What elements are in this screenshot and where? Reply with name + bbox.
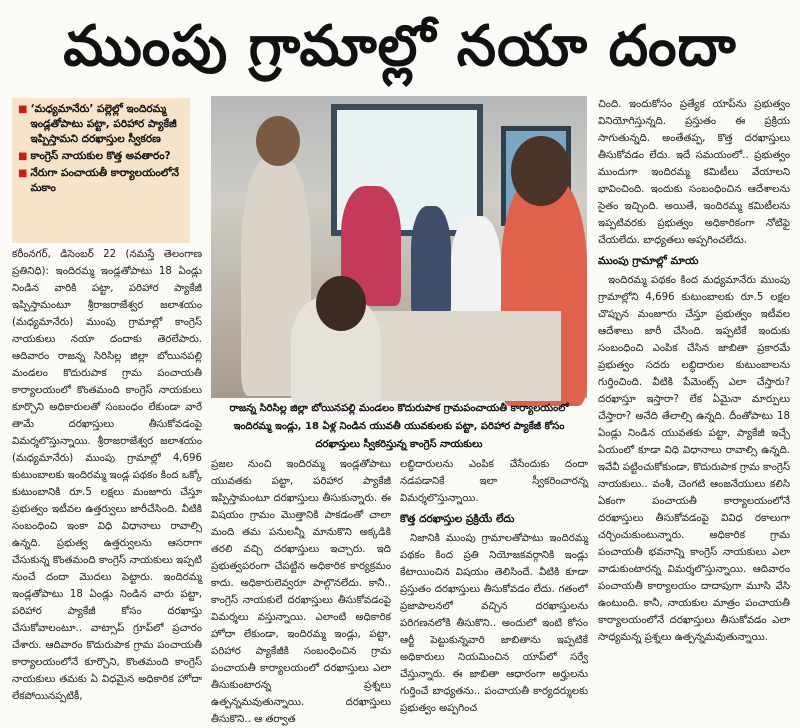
photo-head bbox=[256, 116, 300, 166]
article-column-3 bbox=[400, 456, 588, 718]
bullet-icon: ■ bbox=[18, 151, 28, 162]
highlight-text: నేరుగా పంచాయతీ కార్యాలయంలోనే మకాం bbox=[30, 167, 179, 194]
photo-head bbox=[511, 136, 571, 206]
headline: ముంపు గ్రామాల్లో నయా దందా bbox=[63, 13, 737, 79]
photo-person bbox=[411, 206, 451, 316]
article-column-2 bbox=[211, 456, 391, 725]
paragraph: కరీంనగర్‌, డిసెంబర్‌ 22 (నమస్తే తెలంగాణ ప్రతినిధి): ఇందిరమ్మ ఇండ్లతోపాటు 18 ఏండ్లు నిండిన వారికి పట్టా, పరిహార ప్యాకేజీ ఇప్పిస్తామంటూ శ్రీరాజరాజేశ్వర జలాశయం (మధ్యమానేరు) ముంపు గ్రామాల్లో కాంగ్రెస్‌ నాయకులు నయా దందాకు తెరలేపారు. ఆదివారం రాజన్న సిరిసిల్ల జిల్లా బోయినపల్లి మండలం కొదురుపాక గ్రామ పంచాయతీ కార్యాలయంలో కొంతమంది కాంగ్రెస్‌ నాయకులు కూర్చొని అధికారులతో సంబంధం లేకుండా వారే తామే దరఖాస్తులు తీసుకోవడంపై విమర్శలొస్తున్నాయి. శ్రీరాజరాజేశ్వర జలాశయం (మధ్యమానేరు) ముంపు గ్రామాల్లో 4,696 కుటుంబాలకు ఇందిరమ్మ ఇండ్ల పథకం కింద ఒక్కో కుటుంబానికి రూ.5 లక్షలు మంజూరు చేస్తూ ప్రభుత్వం ఇటీవల ఉత్తర్వులు జారీచేసింది. వీటికి సంబంధించి ఇంకా విధి విధానాలు రావాల్సి ఉన్నది. ప్రభుత్వ ఉత్తర్వులను ఆసరాగా చేసుకున్న కొంతమంది కాంగ్రెస్‌ నాయకులు ఇప్పటి నుంచే దందా మొదలు పెట్టారు. ఇందిరమ్మ ఇండ్లతోపాటు 18 ఏండ్లు నిండిన వారు పట్టా, పరిహార ప్యాకేజీ కోసం దరఖాస్తు చేసుకోవాలంటూ.. వాట్సాప్‌ గ్రూప్‌లో ప్రచారం చేశారు. ఆదివారం కొదురుపాక గ్రామ పంచాయతీ కార్యాలయంలోనే కూర్చొని, కొంతమంది కాంగ్రెస్‌ నాయకులు తమకు ఏ విధమైన అధికారిక హోదా లేకపోయినప్పటికీ, bbox=[12, 249, 202, 702]
photo-head bbox=[316, 276, 366, 331]
article-column-4 bbox=[598, 96, 790, 718]
paragraph: ప్రజల నుంచి ఇందిరమ్మ ఇండ్లతోపాటు యువతకు పట్టా, పరిహార ప్యాకేజీ ఇప్పిస్తామంటూ దరఖాస్తులు తీసుకున్నారు. ఈ విషయం గ్రామం మొత్తానికి పాకడంతో చాలా మంది తమ పనులన్నీ మానుకొని అక్కడికి తరలి వచ్చి దరఖాస్తులు ఇచ్చారు. ఇది ప్రభుత్వపరంగా చేపట్టిన అధికారిక కార్యక్రమం కాదు. అధికారులెవ్వరూ పాల్గొనలేదు. కానీ.. కాంగ్రెస్‌ నాయకులే దరఖాస్తులు తీసుకోవడంపై విమర్శలు వస్తున్నాయి. ఎలాంటి అధికారిక హోదా లేకుండా, ఇందిరమ్మ ఇండ్లు, పట్టా, పరిహార ప్యాకేజీకి సంబంధించిన గ్రామ పంచాయతీ కార్యాలయంలో దరఖాస్తులు ఎలా తీసుకుంటారన్న ప్రశ్నలు ఉత్పన్నమవుతున్నాయి. దరఖాస్తులు తీసుకొని.. ఆ తర్వాత bbox=[211, 459, 391, 725]
highlight-item bbox=[18, 166, 184, 196]
bullet-icon: ■ bbox=[18, 104, 28, 115]
photo-caption: రాజన్న సిరిసిల్ల జిల్లా బోయినపల్లి మండలం కొదురుపాక గ్రామపంచాయతీ కార్యాలయంలో ఇందిరమ్మ ఇండ్లు, 18 ఏళ్ల నిండిన యువతీ యువకులకు పట్టా, పరిహార ప్యాకేజీ కోసం దరఖాస్తులు స్వీకరిస్తున్న కాంగ్రెస్‌ నాయకులు bbox=[229, 403, 569, 450]
bullet-icon: ■ bbox=[18, 168, 28, 179]
paragraph: లబ్ధిదారులను ఎంపిక చేసేందుకు దందా నడపడానికే ఇలా స్వీకరించారన్న విమర్శలొస్తున్నాయి. bbox=[400, 459, 588, 504]
article-column-1 bbox=[12, 246, 202, 716]
highlight-item bbox=[18, 102, 184, 147]
subheading: ముంపు గ్రామాల్లో మాయ bbox=[598, 255, 699, 267]
highlight-text: కాంగ్రెస్‌ నాయకుల కొత్త అవతారం? bbox=[30, 150, 171, 162]
highlight-text: ‘మధ్యమానేరు’ పల్లెల్లో ఇందిరమ్మ ఇండ్లతోపాటు పట్టా, పరిహార ప్యాకేజీ ఇప్పిస్తామని దరఖాస్తుల స్వీకరణ bbox=[30, 103, 177, 145]
paragraph: ఇందిరమ్మ పథకం కింద మధ్యమానేరు ముంపు గ్రామాల్లోని 4,696 కుటుంబాలకు రూ.5 లక్షల చొప్పున మంజూరు చేస్తూ ప్రభుత్వం ఇటీవల ఆదేశాలు జారీ చేసింది. ఇప్పటికే ఇందుకు సంబంధించి ఎంపిక చేసిన జాబితా ప్రకారమే ప్రభుత్వం సదరు లబ్ధిదారుల కుటుంబాలను గుర్తించింది. వీటికి పేమెంట్స్‌ ఎలా చేస్తారు? దరఖాస్తూ ఇస్తారా? లేక ఏమైనా మార్పులు చేస్తారా? అనేది తేలాల్సి ఉన్నది. దీంతోపాటు 18 ఏండ్లు నిండిన యువతకు పట్టా, ప్యాకేజీ ఇచ్చే ఏయంలో కూడా విధి విధానాలు రావాల్సి ఉన్నది. ఇవేవీ పట్టించుకోకుండా, కొదురుపాక గ్రామ కాంగ్రెస్‌ నాయకులు.. వంశీ, చెంగటి ఆంజనేయులు కలిసి ఏకంగా పంచాయతీ కార్యాలయంలోనే దరఖాస్తులు తీసుకోవడంపై వివిధ రకాలుగా చర్చించుకుంటున్నారు. అధికారిక గ్రామ పంచాయతీ భవనాన్ని కాంగ్రెస్‌ నాయకులు ఎలా వాడుకుంటారన్న విమర్శలొస్తున్నాయి. ఆదివారం పంచాయతీ కార్యాలయం దాదాపుగా మూసి వేసి ఉంటుంది. కానీ, నాయకుల మాత్రం పంచాయతీ కార్యాలయంలోనే దరఖాస్తులు తీసుకోవడం ఎలా సాధ్యమన్న ప్రశ్నలు ఉత్పన్నమవుతున్నాయి. bbox=[598, 275, 790, 643]
paragraph: చింది. ఇందుకోసం ప్రత్యేక యాప్‌ను ప్రభుత్వం వినియోగిస్తున్నది. ప్రస్తుతం ఈ ప్రక్రియ సాగుతున్నది. అంతేతప్ప, కొత్త దరఖాస్తులు తీసుకోవడం లేదు. ఇదే సమయంలో.. ప్రభుత్వం ముందుగా ఇందిరమ్మ కమిటీలు వేయాలని భావించింది. ఇందుకు సంబంధించిన ఆదేశాలను సైతం ఇచ్చింది. అయితే, ఇందిరమ్మ కమిటీలను ఇప్పటివరకు ప్రభుత్వం అధికారికంగా నోటిఫై చేయలేదు. బాధ్యతలు అప్పగించలేదు. bbox=[598, 99, 790, 246]
news-photo bbox=[211, 96, 587, 398]
highlight-item bbox=[18, 149, 184, 164]
highlights-box bbox=[12, 98, 190, 243]
paragraph: నిజానికి ముంపు గ్రామాలతోపాటు ఇందిరమ్మ పథకం కింద ప్రతి నియోజకవర్గానికి ఇండ్లు కేటాయించిన విషయం తెలిసిందే. వీటికి కూడా ప్రస్తుతం దరఖాస్తులు తీసుకోవడం లేదు. గతంలో ప్రజాపాలనలో వచ్చిన దరఖాస్తులను పరిగణనలోకి తీసుకొని.. అందులో ఇంటి కోసం ఆర్జీ పెట్టుకున్నవారి జాబితాను ఇప్పటికే అధికారులు నియమించిన యాప్‌లో సర్వే చేస్తున్నారు. ఈ జాబితా ఆధారంగా అర్హులను గుర్తించే బాధ్యతను.. పంచాయతీ కార్యదర్శులకు ప్రభుత్వం అప్పగించ bbox=[400, 533, 588, 714]
subheading: కొత్త దరఖాస్తుల ప్రక్రియే లేదు bbox=[400, 513, 515, 525]
